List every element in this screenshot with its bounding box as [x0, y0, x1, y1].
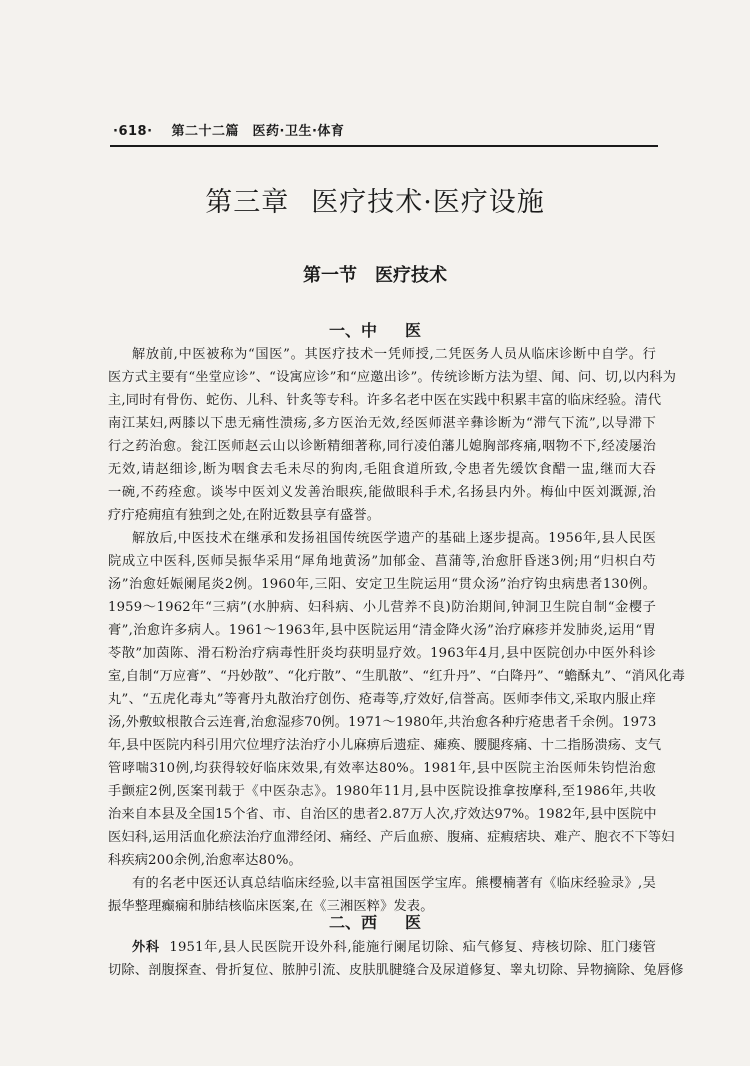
subsection-title-tcm	[0, 318, 750, 341]
subsection-label: 一、中	[328, 321, 377, 340]
header-rule	[110, 145, 658, 147]
subsection-name: 医	[405, 321, 422, 340]
chapter-name: 医疗技术·医疗设施	[311, 187, 545, 218]
text-line: 疗疔疮痈疽有独到之处,在附近数县享有盛誉。	[108, 508, 381, 523]
text-line: 振华整理癫痫和肺结核临床医案,在《三湘医粹》发表。	[108, 899, 434, 914]
text-line: 年,县中医院内科引用穴位埋疗法治疗小儿麻痹后遗症、瘫痪、腰腿疼痛、十二指肠溃疡、支气	[108, 738, 662, 753]
text-line: 1959～1962年“三病”(水肿病、妇科病、小儿营养不良)防治期间,钟洞卫生院自制“金樱子	[108, 600, 656, 615]
running-head	[113, 120, 344, 139]
text-line: 切除、剖腹探查、骨折复位、脓肿引流、皮肤肌腱缝合及尿道修复、睾丸切除、异物摘除、兔唇修	[108, 963, 684, 978]
text-line: 丸”、“五虎化毒丸”等膏丹丸散治疗创伤、疮毒等,疗效好,信誉高。医师李伟文,采取内服止痒	[108, 692, 656, 707]
text-line: 解放后,中医技术在继承和发扬祖国传统医学遗产的基础上逐步提高。1956年,县人民医	[132, 531, 656, 546]
text-line: 治来自本县及全国15个省、市、自治区的患者2.87万人次,疗效达97%。1982年,县中医院中	[108, 807, 657, 822]
text-line: 有的名老中医还认真总结临床经验,以丰富祖国医学宝库。熊樱楠著有《临床经验录》,吴	[132, 876, 656, 891]
text-line: 行之药治愈。瓮江医师赵云山以诊断精细著称,同行凌伯藩儿媳胸部疼痛,咽物不下,经凌屡治	[108, 439, 656, 454]
text-line	[132, 937, 656, 959]
section-name: 医疗技术	[375, 265, 447, 286]
text-line: 室,自制“万应膏”、“丹妙散”、“化疔散”、“生肌散”、“红升丹”、“白降丹”、“蟾酥丸”、“消风化毒	[108, 669, 686, 684]
text-run: 1951年,县人民医院开设外科,能施行阑尾切除、疝气修复、痔核切除、肛门瘘管	[169, 940, 657, 955]
text-line: 膏”,治愈许多病人。1961～1963年,县中医院运用“清金降火汤”治疗麻疹并发肺炎,运用“胃	[108, 623, 656, 638]
subsection-name: 医	[405, 913, 422, 932]
text-line: 医妇科,运用活血化瘀法治疗血滞经闭、痛经、产后血瘀、腹痛、症瘕痞块、难产、胞衣不下等妇	[108, 830, 675, 845]
section-label: 第一节	[303, 265, 357, 286]
text-line: 医方式主要有“坐堂应诊”、“设寓应诊”和“应邀出诊”。传统诊断方法为望、闻、问、切,以内科为	[108, 370, 677, 385]
text-line: 汤”治愈妊娠阑尾炎2例。1960年,三阳、安定卫生院运用“贯众汤”治疗钩虫病患者130例。	[108, 577, 656, 592]
chapter-title	[0, 180, 750, 219]
text-line: 解放前,中医被称为“国医”。其医疗技术一凭师授,二凭医务人员从临床诊断中自学。行	[132, 347, 656, 362]
text-line: 汤,外敷蚊根散合云连膏,治愈湿疹70例。1971～1980年,共治愈各种疔疮患者千余例。1973	[108, 715, 657, 730]
subsection-label: 二、西	[328, 913, 377, 932]
text-line: 苓散”加茵陈、滑石粉治疗病毒性肝炎均获明显疗效。1963年4月,县中医院创办中医外科诊	[108, 646, 656, 661]
page-number: ·618·	[113, 124, 153, 139]
text-line: 手颤症2例,医案刊载于《中医杂志》。1980年11月,县中医院设推拿按摩科,至1986年,共收	[108, 784, 656, 799]
section-title	[0, 261, 750, 287]
text-line: 主,同时有骨伤、蛇伤、儿科、针炙等专科。许多名老中医在实践中积累丰富的临床经验。清代	[108, 393, 662, 408]
text-line: 无效,请赵细诊,断为咽食去毛未尽的狗肉,毛阻食道所致,令患者先缓饮食醋一盅,继而大吞	[108, 462, 656, 477]
subsection-title-western	[0, 910, 750, 933]
paragraph-lead: 外科	[132, 940, 160, 955]
text-line: 管哮喘310例,均获得较好临床效果,有效率达80%。1981年,县中医院主治医师朱钧恺治愈	[108, 761, 656, 776]
part-title: 第二十二篇 医药·卫生·体育	[171, 124, 345, 139]
text-line: 院成立中医科,医师吴振华采用“犀角地黄汤”加郁金、菖蒲等,治愈肝昏迷3例;用“归枳白芍	[108, 554, 656, 569]
text-line: 科疾病200余例,治愈率达80%。	[108, 853, 302, 868]
text-line: 一碗,不药痊愈。谈岑中医刘义发善治眼疾,能做眼科手术,名扬县内外。梅仙中医刘溉源,治	[108, 485, 656, 500]
text-line: 南江某妇,两膝以下患无痛性溃疡,多方医治无效,经医师湛辛彝诊断为“滞气下流”,以导滞下	[108, 416, 656, 431]
chapter-label: 第三章	[205, 187, 290, 218]
